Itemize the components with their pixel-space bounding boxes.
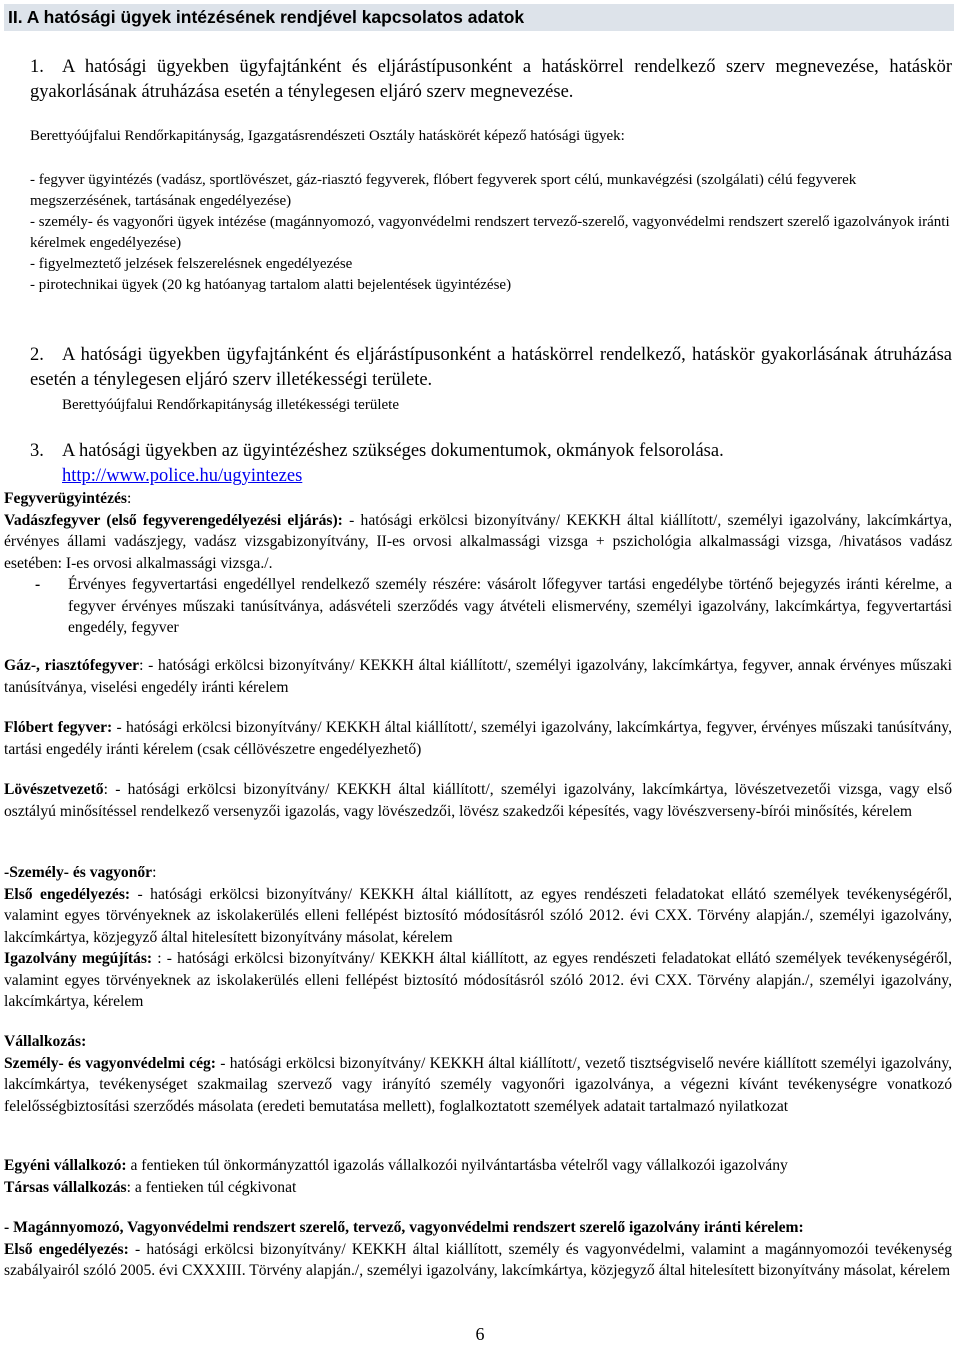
szemely-elso-label: Első engedélyezés: [4, 885, 131, 903]
magan-title-text: - Magánnyomozó, Vagyonvédelmi rendszert szerelő, tervező, vagyonvédelmi rendszert szerelő igazolvány iránti kérelem: [4, 1219, 804, 1236]
szemely-elso-paragraph [4, 884, 952, 949]
item-1 [30, 55, 952, 105]
item-1-list [30, 170, 952, 296]
vadasz-label: Vadászfegyver (első fegyverengedélyezési eljárás): [4, 511, 343, 529]
list-item: - személy- és vagyonőri ügyek intézése (magánnyomozó, vagyonvédelmi rendszert tervező-szerelő, vagyonvédelmi rendszert szerelő igazolványok iránti kérelmek engedélyezése) [30, 214, 950, 251]
magan-elso-paragraph [4, 1239, 952, 1282]
ceg-paragraph [4, 1053, 952, 1118]
bullet-mark: - [35, 576, 41, 593]
lovesz-label: Lövészetvezető [4, 781, 104, 798]
vallalkozas-section [4, 1031, 952, 1117]
item-1-number: 1. [30, 57, 44, 77]
lovesz-text: : - hatósági erkölcsi bizonyítvány/ KEKKH által kiállított/, személyi igazolvány, lakcímkártya, lövészetvezetői vizsga, vagy első osztályú minősítéssel rendelkező versenyzői igazolás, vagy lövészedzői, lövész szakedzői képesítés, vagy lövészverseny-bírói minősítés, kérelem [4, 781, 952, 820]
fegyver-bullet [4, 574, 952, 639]
vallalkozas-title [4, 1031, 952, 1053]
item-2 [30, 343, 952, 393]
list-item: - fegyver ügyintézés (vadász, sportlövészet, gáz-riasztó fegyverek, flóbert fegyverek sport célú, munkavégzési (szolgálati) célú fegyverek megszerzésének, tartásának engedélyezése) [30, 172, 857, 209]
flobert-label: Flóbert fegyver: [4, 719, 113, 736]
page-number: 6 [475, 1324, 485, 1344]
szemely-section [4, 862, 952, 1013]
magan-elso-label: Első engedélyezés: [4, 1240, 129, 1258]
tarsas-label: Társas vállalkozás [4, 1178, 127, 1196]
tarsas-text: : a fentieken túl cégkivonat [126, 1178, 297, 1196]
szemely-title: -Személy- és vagyonőr [4, 864, 153, 881]
fegyver-section [4, 488, 952, 639]
megujitas-label: Igazolvány megújítás: [4, 950, 153, 967]
ceg-label: Személy- és vagyonvédelmi cég: [4, 1054, 216, 1072]
egyeni-text: a fentieken túl önkormányzattól igazolás vállalkozói nyilvántartásba vételről vagy vállalkozói igazolvány [126, 1157, 788, 1174]
fegyver-title-line [4, 488, 952, 510]
vallalkozas-title-text: Vállalkozás: [4, 1033, 87, 1050]
vadasz-text: - hatósági erkölcsi bizonyítvány/ KEKKH által kiállított/, személyi igazolvány, lakcímkártya, érvényes állami vadászjegy, vadász vizsgabizonyítvány, II-es orvosi alkalmassági vizsga + pszichológia alkalmassági vizsga, /hivatásos vadász esetében: I-es orvosi alkalmassági vizsga./. [4, 511, 952, 572]
item-1-intro: Berettyóújfalui Rendőrkapitányság, Igazgatásrendészeti Osztály hatáskörét képező hatósági ügyek: [30, 128, 625, 144]
ceg-text: - hatósági erkölcsi bizonyítvány/ KEKKH által kiállított/, vezető tisztségviselő nevére kiállított személyi igazolvány, lakcímkártya, tevékenységet szakmailag szervező vagy irányító személy vagyonőri igazolványa, a végezni kívánt tevékenységre vonatkozó felelősségbiztosítási szerződés másolata (eredeti bemutatása mellett), foglalkoztatott személyek adatait tartalmazó nyilatkozat [4, 1054, 953, 1115]
section-heading: II. A hatósági ügyek intézésének rendjével kapcsolatos adatok [4, 4, 954, 31]
magan-elso-text: - hatósági erkölcsi bizonyítvány/ KEKKH által kiállított, személy és vagyonvédelmi, valamint a magánnyomozói tevékenység szabályairól szóló 2005. évi CXXXIII. Törvény alapján./, személyi igazolvány, lakcímkártya, közjegyző által hitelesített bizonyítvány másolat, kérelem [4, 1240, 952, 1279]
gaz-label: Gáz-, riasztófegyver [4, 657, 140, 674]
gaz-text: : - hatósági erkölcsi bizonyítvány/ KEKKH által kiállított/, személyi igazolvány, lakcímkártya, fegyver, annak érvényes műszaki tanúsítványa, viselési engedély iránti kérelem [4, 657, 952, 696]
flobert-text: - hatósági erkölcsi bizonyítvány/ KEKKH által kiállított/, személyi igazolvány, lakcímkártya, fegyver, érvényes műszaki tanúsítvány, tartási engedély iránti kérelem (csak céllövészetre engedélyezhető) [4, 719, 952, 758]
magan-title [4, 1217, 952, 1239]
tarsas-paragraph [4, 1177, 952, 1199]
megujitas-text: : - hatósági erkölcsi bizonyítvány/ KEKKH által kiállított, az egyes rendészeti feladatokat ellátó személyek tevékenységéről, valamint egyes törvényeknek az iskolakerülés elleni fellépést biztosító módosításról szóló 2012. évi CXX. Törvény alapján./, személyi igazolvány, lakcímkártya, kérelem [4, 950, 952, 1010]
list-item: - figyelmeztető jelzések felszerelésnek engedélyezése [30, 256, 353, 272]
szemely-title-suffix: : [152, 864, 157, 881]
egyeni-paragraph [4, 1155, 952, 1177]
ugyintezes-link[interactable]: http://www.police.hu/ugyintezes [62, 466, 303, 486]
list-item: - pirotechnikai ügyek (20 kg hatóanyag tartalom alatti bejelentések ügyintézése) [30, 277, 512, 293]
fegyver-title-suffix: : [126, 490, 132, 507]
item-2-sub: Berettyóújfalui Rendőrkapitányság illetékességi területe [62, 397, 399, 413]
egyeni-label: Egyéni vállalkozó: [4, 1157, 127, 1174]
szemely-title-line [4, 862, 952, 884]
magan-section [4, 1217, 952, 1282]
megujitas-paragraph [4, 948, 952, 1013]
lovesz-paragraph [4, 779, 952, 822]
item-3-number: 3. [30, 441, 44, 461]
item-2-number: 2. [30, 345, 44, 365]
fegyver-title: Fegyverügyintézés [4, 490, 127, 507]
bullet-text: Érvényes fegyvertartási engedéllyel rendelkező személy részére: vásárolt lőfegyver tartási engedélybe történő bejegyzés iránti kérelme, a fegyver érvényes műszaki tanúsítványa, adásvételi szerződés vagy átvételi elismervény, személyi igazolvány, lakcímkártya, fegyvertartási engedély, fegyver [68, 576, 952, 636]
item-1-text: A hatósági ügyekben ügyfajtánként és eljárástípusonként a hatáskörrel rendelkező szerv megnevezése, hatáskör gyakorlásának átruházása esetén a ténylegesen eljáró szerv megnevezése. [30, 57, 952, 102]
item-3-text: A hatósági ügyekben az ügyintézéshez szükséges dokumentumok, okmányok felsorolása. [62, 441, 724, 461]
flobert-paragraph [4, 717, 952, 760]
item-3-link-line [62, 464, 952, 489]
item-3 [30, 439, 952, 464]
item-2-text: A hatósági ügyekben ügyfajtánként és eljárástípusonként a hatáskörrel rendelkező, hatáskör gyakorlásának átruházása esetén a ténylegesen eljáró szerv illetékességi területe. [30, 345, 952, 390]
vadasz-paragraph [4, 510, 952, 575]
vallalkozo-block [4, 1155, 952, 1198]
szemely-elso-text: - hatósági erkölcsi bizonyítvány/ KEKKH által kiállított, az egyes rendészeti feladatokat ellátó személyek tevékenységéről, valamint egyes törvényeknek az iskolakerülés elleni fellépést biztosító módosításról szóló 2012. évi CXX. Törvény alapján./, személyi igazolvány, lakcímkártya, közjegyző által hitelesített bizonyítvány másolat, kérelem [4, 885, 952, 946]
gaz-paragraph [4, 655, 952, 698]
